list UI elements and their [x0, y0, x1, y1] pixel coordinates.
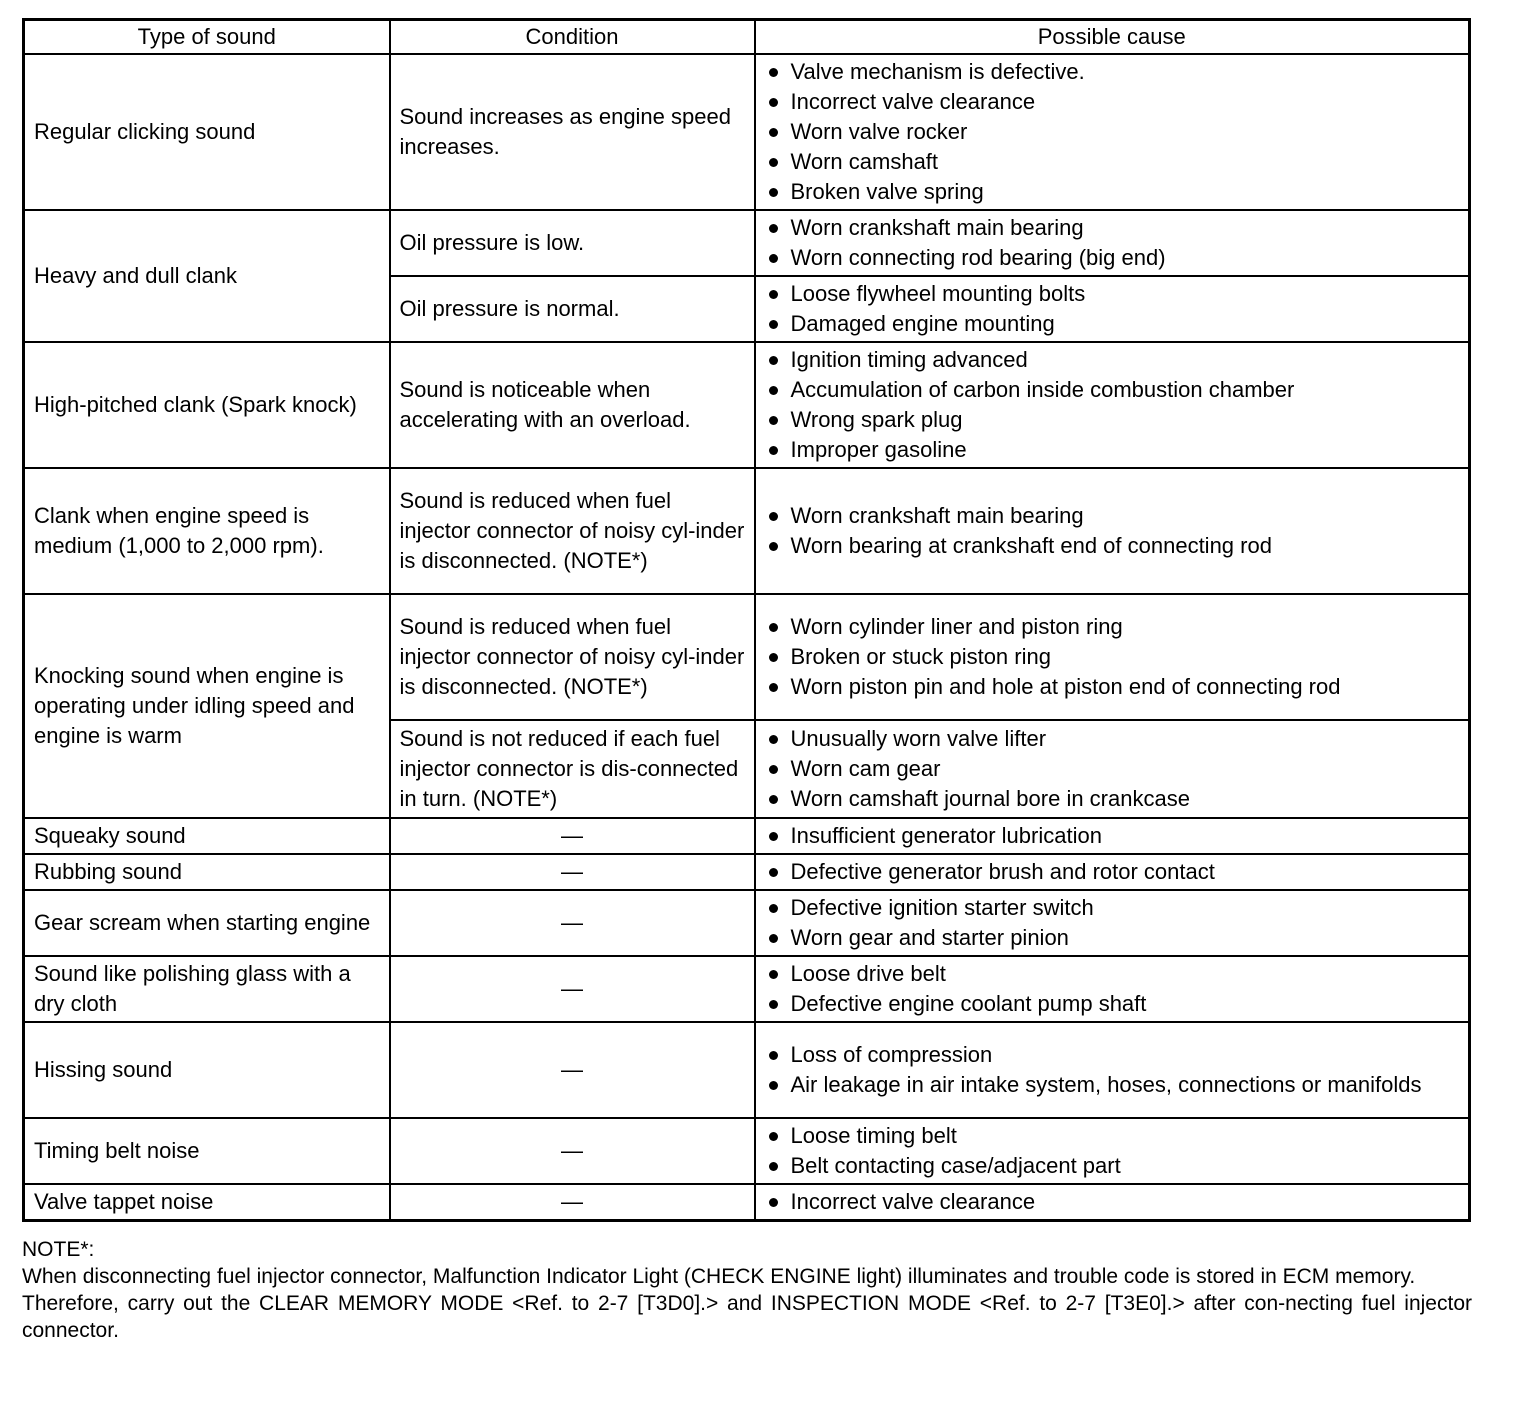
cause-item: Worn valve rocker	[765, 117, 1460, 147]
cause-cell	[755, 1184, 1470, 1221]
table-row	[24, 1184, 1470, 1221]
condition-cell: —	[390, 890, 755, 956]
cause-list	[765, 1121, 1460, 1181]
condition-cell: —	[390, 1022, 755, 1118]
cause-item: Worn crankshaft main bearing	[765, 213, 1460, 243]
table-row	[24, 956, 1470, 1022]
cause-item: Worn crankshaft main bearing	[765, 501, 1460, 531]
note-line-2: Therefore, carry out the CLEAR MEMORY MODE <Ref. to 2-7 [T3D0].> and INSPECTION MODE <Ref. to 2-7 [T3E0].> after con-necting fuel injector connector.	[22, 1292, 1472, 1342]
cause-cell	[755, 890, 1470, 956]
sound-type-cell: Hissing sound	[24, 1022, 390, 1118]
cause-cell	[755, 342, 1470, 468]
condition-cell: —	[390, 1184, 755, 1221]
sound-type-cell: High-pitched clank (Spark knock)	[24, 342, 390, 468]
cause-item: Broken valve spring	[765, 177, 1460, 207]
cause-item: Air leakage in air intake system, hoses, connections or manifolds	[765, 1070, 1460, 1100]
cause-cell	[755, 54, 1470, 210]
header-type-of-sound: Type of sound	[24, 20, 390, 55]
condition-cell: Sound is not reduced if each fuel injector connector is dis-connected in turn. (NOTE*)	[390, 720, 755, 818]
sound-type-cell: Rubbing sound	[24, 854, 390, 890]
sound-type-cell: Timing belt noise	[24, 1118, 390, 1184]
cause-item: Defective ignition starter switch	[765, 893, 1460, 923]
cause-cell	[755, 468, 1470, 594]
cause-cell	[755, 210, 1470, 276]
cause-item: Valve mechanism is defective.	[765, 57, 1460, 87]
cause-item: Worn cylinder liner and piston ring	[765, 612, 1460, 642]
cause-item: Worn piston pin and hole at piston end of connecting rod	[765, 672, 1460, 702]
table-body	[24, 54, 1470, 1221]
cause-list	[765, 893, 1460, 953]
cause-item: Incorrect valve clearance	[765, 1187, 1460, 1217]
sound-type-cell: Sound like polishing glass with a dry cloth	[24, 956, 390, 1022]
sound-type-cell: Clank when engine speed is medium (1,000 to 2,000 rpm).	[24, 468, 390, 594]
sound-type-cell: Squeaky sound	[24, 818, 390, 854]
header-possible-cause: Possible cause	[755, 20, 1470, 55]
cause-item: Worn connecting rod bearing (big end)	[765, 243, 1460, 273]
cause-item: Accumulation of carbon inside combustion chamber	[765, 375, 1460, 405]
note-block	[22, 1236, 1472, 1344]
sound-type-cell: Knocking sound when engine is operating under idling speed and engine is warm	[24, 594, 390, 818]
condition-cell: —	[390, 854, 755, 890]
cause-list	[765, 213, 1460, 273]
cause-list	[765, 57, 1460, 207]
cause-cell	[755, 594, 1470, 720]
cause-list	[765, 724, 1460, 814]
cause-item: Worn gear and starter pinion	[765, 923, 1460, 953]
cause-cell	[755, 818, 1470, 854]
cause-list	[765, 501, 1460, 561]
cause-item: Defective generator brush and rotor contact	[765, 857, 1460, 887]
sound-type-cell: Heavy and dull clank	[24, 210, 390, 342]
cause-cell	[755, 1118, 1470, 1184]
note-heading: NOTE*:	[22, 1238, 95, 1261]
cause-item: Broken or stuck piston ring	[765, 642, 1460, 672]
engine-noise-table	[22, 18, 1471, 1222]
cause-list	[765, 821, 1460, 851]
cause-cell	[755, 276, 1470, 342]
header-row	[24, 20, 1470, 55]
cause-item: Worn camshaft	[765, 147, 1460, 177]
table-row	[24, 54, 1470, 210]
cause-item: Improper gasoline	[765, 435, 1460, 465]
cause-item: Loose drive belt	[765, 959, 1460, 989]
cause-item: Insufficient generator lubrication	[765, 821, 1460, 851]
cause-cell	[755, 720, 1470, 818]
table-row	[24, 890, 1470, 956]
cause-item: Unusually worn valve lifter	[765, 724, 1460, 754]
cause-item: Defective engine coolant pump shaft	[765, 989, 1460, 1019]
condition-cell: Sound is reduced when fuel injector connector of noisy cyl-inder is disconnected. (NOTE*)	[390, 594, 755, 720]
cause-cell	[755, 956, 1470, 1022]
table-row	[24, 210, 1470, 276]
condition-cell: Sound is reduced when fuel injector connector of noisy cyl-inder is disconnected. (NOTE*)	[390, 468, 755, 594]
cause-item: Worn camshaft journal bore in crankcase	[765, 784, 1460, 814]
cause-item: Damaged engine mounting	[765, 309, 1460, 339]
cause-list	[765, 1040, 1460, 1100]
note-line-1: When disconnecting fuel injector connector, Malfunction Indicator Light (CHECK ENGINE light) illuminates and trouble code is stored in ECM memory.	[22, 1265, 1416, 1288]
cause-item: Loose flywheel mounting bolts	[765, 279, 1460, 309]
cause-item: Loose timing belt	[765, 1121, 1460, 1151]
condition-cell: —	[390, 818, 755, 854]
condition-cell: —	[390, 956, 755, 1022]
condition-cell: Sound increases as engine speed increases.	[390, 54, 755, 210]
cause-list	[765, 345, 1460, 465]
table-row	[24, 468, 1470, 594]
cause-item: Ignition timing advanced	[765, 345, 1460, 375]
cause-cell	[755, 854, 1470, 890]
condition-cell: Oil pressure is low.	[390, 210, 755, 276]
condition-cell: Sound is noticeable when accelerating with an overload.	[390, 342, 755, 468]
sound-type-cell: Valve tappet noise	[24, 1184, 390, 1221]
cause-item: Incorrect valve clearance	[765, 87, 1460, 117]
cause-list	[765, 279, 1460, 339]
table-row	[24, 854, 1470, 890]
table-row	[24, 1118, 1470, 1184]
cause-item: Belt contacting case/adjacent part	[765, 1151, 1460, 1181]
table-row	[24, 342, 1470, 468]
cause-cell	[755, 1022, 1470, 1118]
condition-cell: —	[390, 1118, 755, 1184]
header-condition: Condition	[390, 20, 755, 55]
sound-type-cell: Gear scream when starting engine	[24, 890, 390, 956]
cause-list	[765, 1187, 1460, 1217]
cause-item: Worn bearing at crankshaft end of connecting rod	[765, 531, 1460, 561]
cause-item: Worn cam gear	[765, 754, 1460, 784]
condition-cell: Oil pressure is normal.	[390, 276, 755, 342]
table-row	[24, 1022, 1470, 1118]
cause-list	[765, 612, 1460, 702]
cause-item: Loss of compression	[765, 1040, 1460, 1070]
cause-list	[765, 857, 1460, 887]
table-row	[24, 594, 1470, 720]
cause-list	[765, 959, 1460, 1019]
cause-item: Wrong spark plug	[765, 405, 1460, 435]
table-row	[24, 818, 1470, 854]
sound-type-cell: Regular clicking sound	[24, 54, 390, 210]
